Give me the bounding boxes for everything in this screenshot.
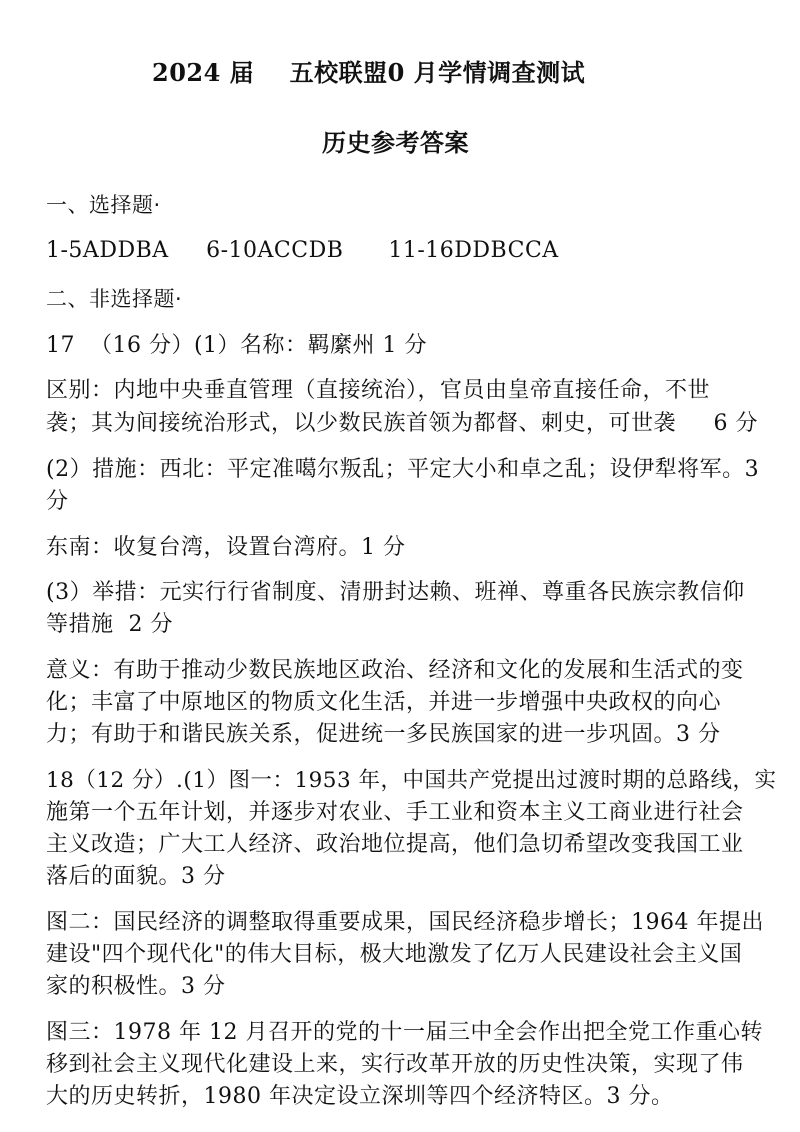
q18-line-9: 移到社会主义现代化建设上来，实行改革开放的历史性决策，实现了伟 xyxy=(46,1052,744,1077)
q17-line-11: 力；有助于和谐民族关系，促进统一多民族国家的进一步巩固。3 分 xyxy=(46,722,721,747)
q17-line-7: (3）举措：元实行行省制度、清册封达赖、班禅、尊重各民族宗教信仰 xyxy=(46,580,745,605)
q18-line-8: 图三：1978 年 12 月召开的党的十一届三中全会作出把全党工作重心转 xyxy=(46,1020,763,1045)
q18-line-6: 建设"四个现代化"的伟大目标，极大地激发了亿万人民建设社会主义国 xyxy=(46,942,743,967)
q18-line-4: 落后的面貌。3 分 xyxy=(46,864,226,889)
section-heading-multiple-choice: 一、选择题· xyxy=(46,193,161,217)
q18-line-10: 大的历史转折，1980 年决定设立深圳等四个经济特区。3 分。 xyxy=(46,1084,674,1109)
q17-line-4: (2）措施：西北：平定准噶尔叛乱；平定大小和卓之乱；设伊犁将军。3 xyxy=(46,457,760,482)
subject-title: 历史参考答案 xyxy=(322,128,469,157)
q18-line-1: 18（12 分）.(1）图一：1953 年，中国共产党提出过渡时期的总路线，实 xyxy=(46,768,777,793)
q18-line-7: 家的积极性。3 分 xyxy=(46,974,226,999)
q18-line-3: 主义改造；广大工人经济、政治地位提高，他们急切希望改变我国工业 xyxy=(46,832,744,857)
q17-line-3: 袭；其为间接统治形式，以少数民族首领为都督、刺史，可世袭 6 分 xyxy=(46,411,758,436)
q18-line-5: 图二：国民经济的调整取得重要成果，国民经济稳步增长；1964 年提出 xyxy=(46,910,764,935)
section-heading-non-choice: 二、非选择题· xyxy=(46,287,183,311)
multiple-choice-answers: 1-5ADDBA 6-10ACCDB 11-16DDBCCA xyxy=(46,238,559,263)
q17-line-8: 等措施 2 分 xyxy=(46,612,173,637)
q17-line-10: 化；丰富了中原地区的物质文化生活，并进一步增强中央政权的向心 xyxy=(46,690,722,715)
q17-line-1: 17 （16 分）(1）名称：羁縻州 1 分 xyxy=(46,333,428,358)
q17-line-9: 意义：有助于推动少数民族地区政治、经济和文化的发展和生活式的变 xyxy=(46,658,744,683)
q17-line-5: 分 xyxy=(46,489,69,514)
q17-line-2: 区别：内地中央垂直管理（直接统治），官员由皇帝直接任命，不世 xyxy=(46,378,711,403)
q18-line-2: 施第一个五年计划，并逐步对农业、手工业和资本主义工商业进行社会 xyxy=(46,800,744,825)
q17-line-6: 东南：收复台湾，设置台湾府。1 分 xyxy=(46,535,406,560)
exam-title: 2024 届 五校联盟0 月学情调查测试 xyxy=(152,58,586,87)
